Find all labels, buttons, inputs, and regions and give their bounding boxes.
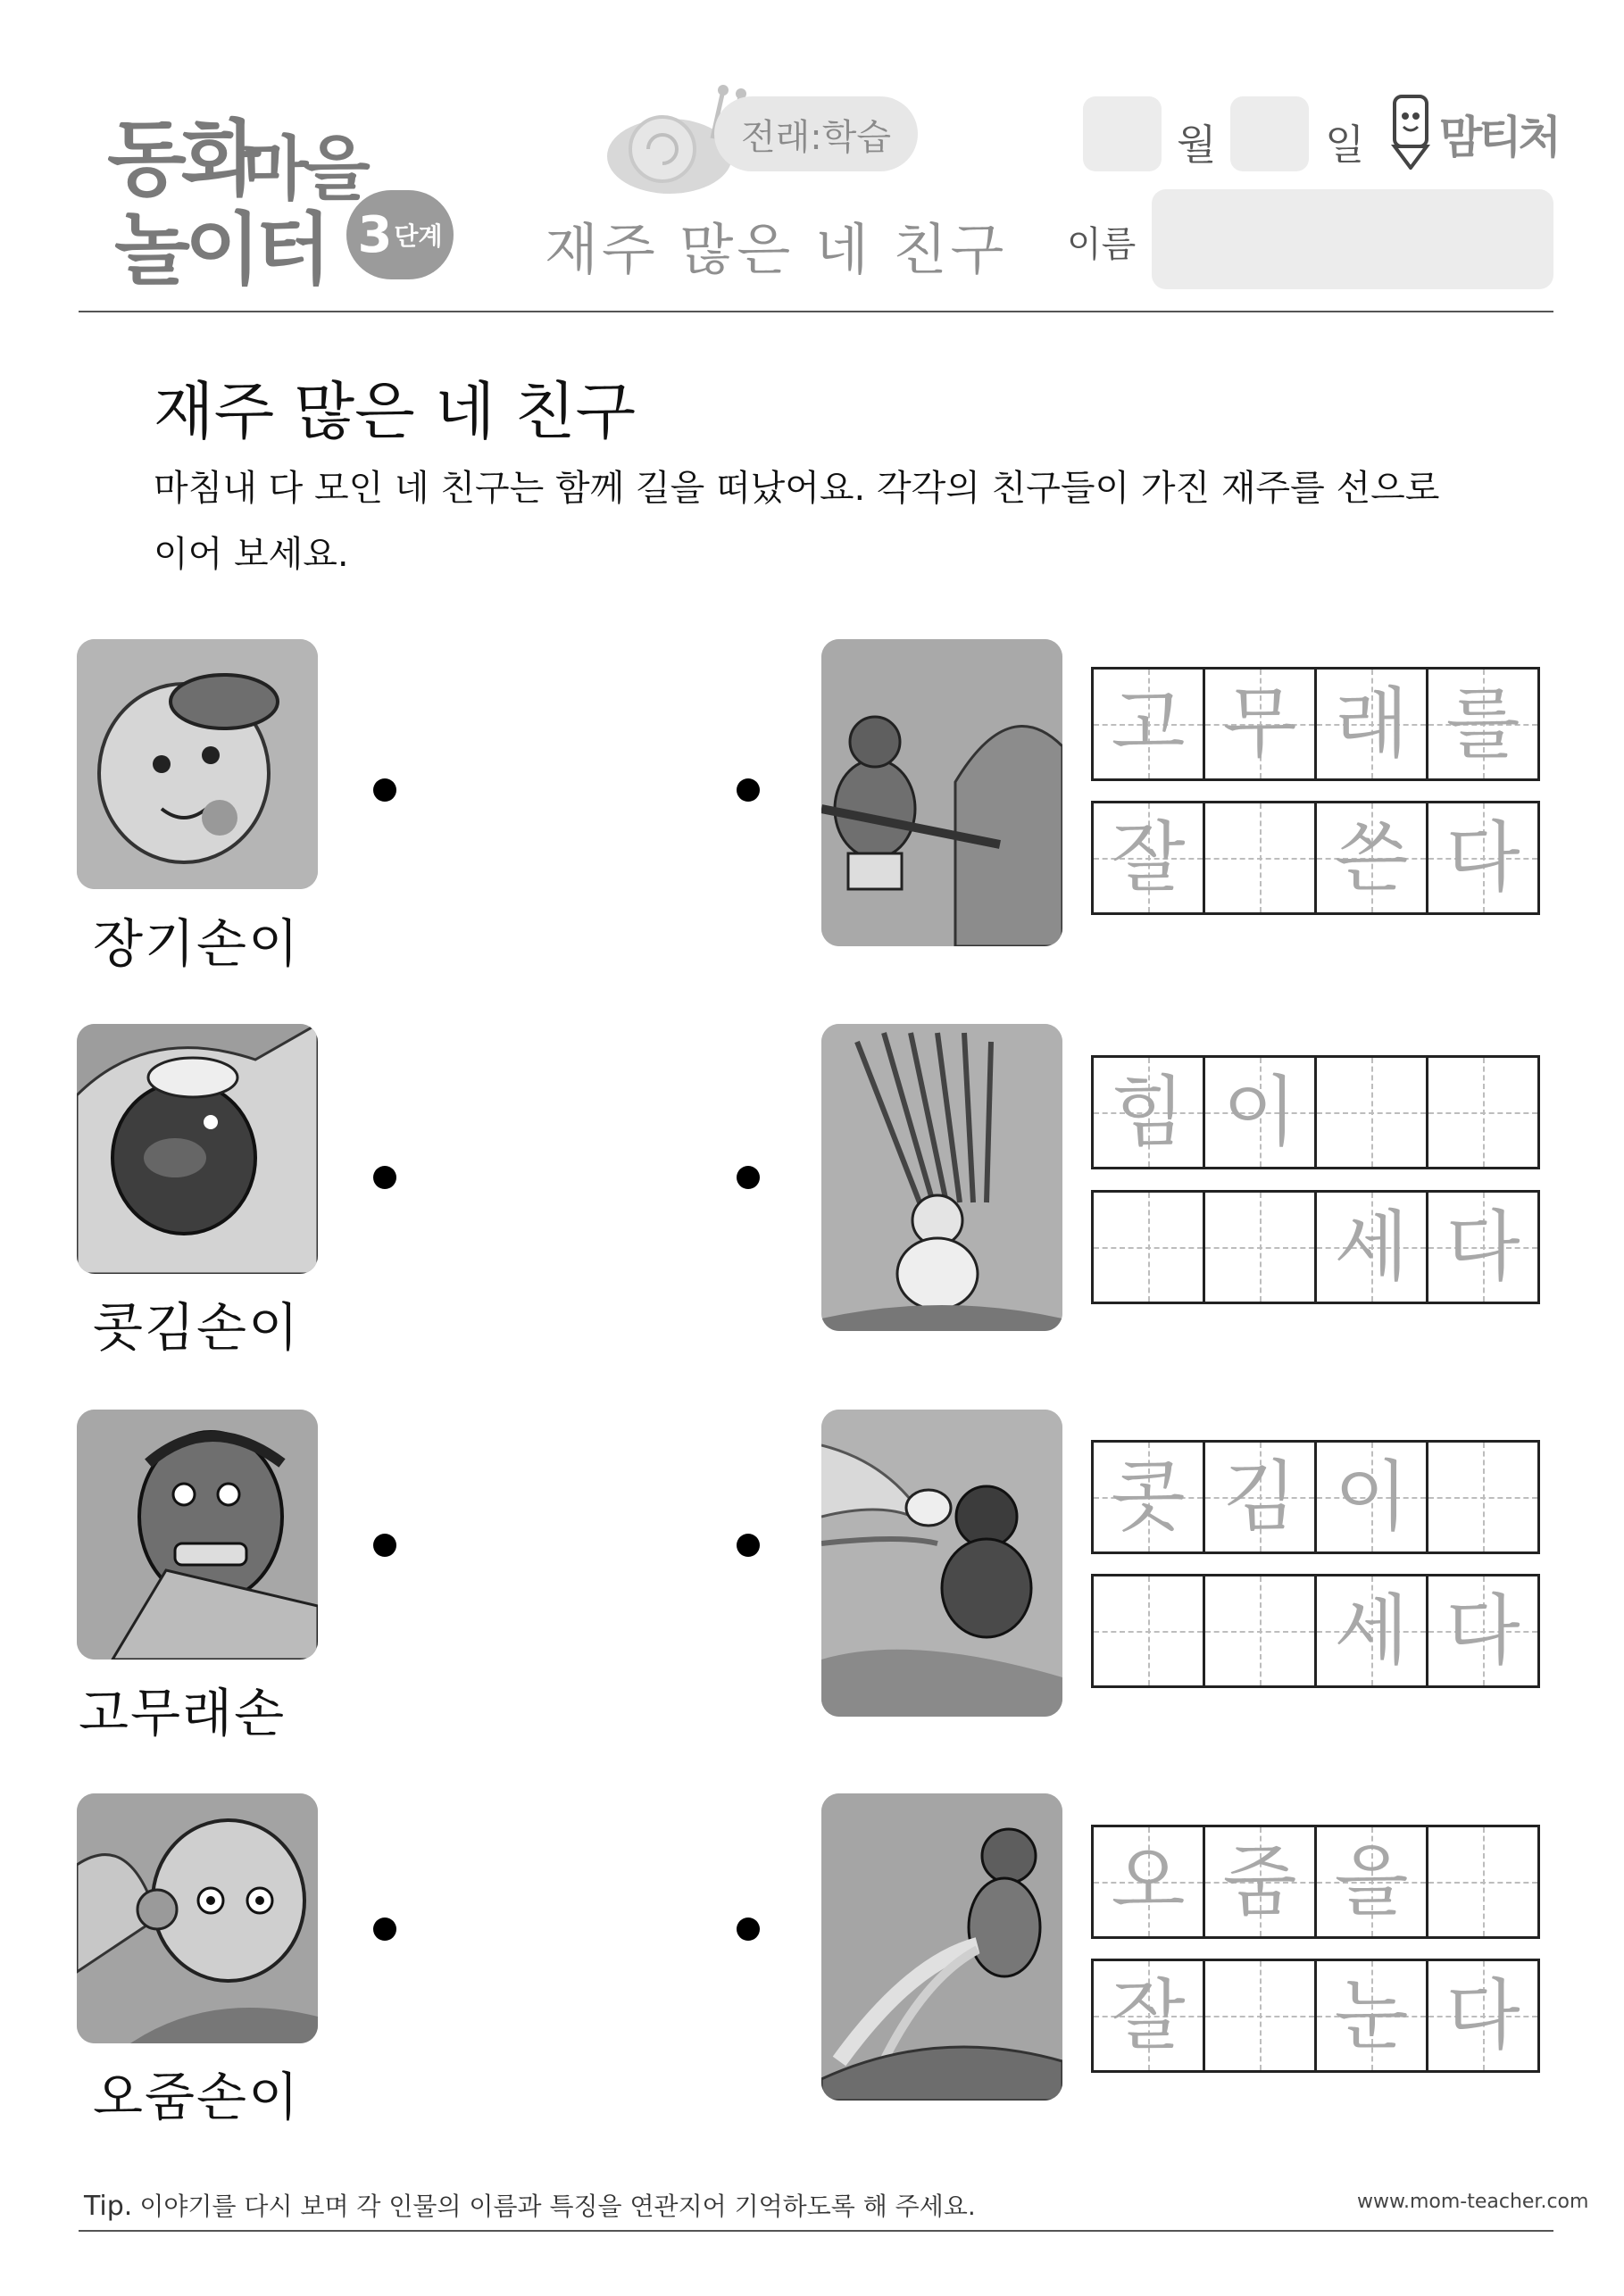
trace-cell[interactable]: 줌 bbox=[1203, 1825, 1317, 1939]
name-label: 이름 bbox=[1067, 224, 1137, 265]
sheet-title: 재주 많은 네 친구 bbox=[545, 217, 1008, 282]
trace-cell[interactable]: 세 bbox=[1314, 1190, 1428, 1304]
trace-cell[interactable]: 이 bbox=[1314, 1440, 1428, 1554]
trace-cell[interactable]: 잘 bbox=[1091, 801, 1205, 915]
trace-grid-1-bottom bbox=[1091, 801, 1540, 915]
trace-grid-3-top bbox=[1091, 1440, 1540, 1554]
footer-divider bbox=[79, 2230, 1553, 2232]
trace-cell[interactable]: 래 bbox=[1314, 667, 1428, 781]
character-picture-3 bbox=[77, 1410, 318, 1660]
character-name-3: 고무래손 bbox=[79, 1683, 287, 1743]
app-logo bbox=[107, 94, 464, 299]
trace-grid-1-top bbox=[1091, 667, 1540, 781]
right-connect-dot-4[interactable] bbox=[737, 1917, 760, 1941]
left-connect-dot-3[interactable] bbox=[373, 1534, 396, 1557]
trace-grid-3-bottom bbox=[1091, 1574, 1540, 1688]
logo-word-1: 동화 bbox=[107, 112, 255, 207]
trace-grid-4-top bbox=[1091, 1825, 1540, 1939]
character-picture-4 bbox=[77, 1793, 318, 2043]
right-connect-dot-2[interactable] bbox=[737, 1166, 760, 1189]
character-picture-2 bbox=[77, 1024, 318, 1274]
name-input-box[interactable] bbox=[1152, 189, 1553, 289]
trace-grid-2-bottom bbox=[1091, 1190, 1540, 1304]
instruction-line-2: 이어 보세요. bbox=[154, 534, 349, 575]
scene-picture-4 bbox=[821, 1793, 1062, 2101]
trace-cell[interactable] bbox=[1203, 1574, 1317, 1688]
trace-cell[interactable] bbox=[1203, 1959, 1317, 2073]
scene-picture-1 bbox=[821, 639, 1062, 946]
right-connect-dot-3[interactable] bbox=[737, 1534, 760, 1557]
tip-body: 이야기를 다시 보며 각 인물의 이름과 특징을 연관지어 기억하도록 해 주세요. bbox=[139, 2192, 976, 2221]
trace-cell[interactable]: 다 bbox=[1426, 801, 1540, 915]
trace-cell[interactable] bbox=[1091, 1190, 1205, 1304]
trace-cell[interactable]: 이 bbox=[1203, 1055, 1317, 1169]
trace-cell[interactable]: 김 bbox=[1203, 1440, 1317, 1554]
trace-cell[interactable]: 콧 bbox=[1091, 1440, 1205, 1554]
trace-cell[interactable]: 힘 bbox=[1091, 1055, 1205, 1169]
scene-picture-2 bbox=[821, 1024, 1062, 1331]
trace-cell[interactable]: 눈 bbox=[1314, 1959, 1428, 2073]
character-name-1: 장기손이 bbox=[93, 913, 301, 974]
trace-cell[interactable]: 다 bbox=[1426, 1190, 1540, 1304]
left-connect-dot-4[interactable] bbox=[373, 1917, 396, 1941]
pencil-mascot-icon bbox=[1386, 89, 1436, 170]
trace-cell[interactable] bbox=[1314, 1055, 1428, 1169]
trace-cell[interactable]: 를 bbox=[1426, 667, 1540, 781]
instruction-line-1: 마침내 다 모인 네 친구는 함께 길을 떠났어요. 각각의 친구들이 가진 재주를 선으로 bbox=[154, 468, 1440, 509]
month-input-box[interactable] bbox=[1083, 96, 1162, 171]
trace-cell[interactable]: 오 bbox=[1091, 1825, 1205, 1939]
trace-cell[interactable]: 고 bbox=[1091, 667, 1205, 781]
stage-text: 단계 bbox=[394, 221, 443, 251]
trace-cell[interactable] bbox=[1426, 1440, 1540, 1554]
trace-cell[interactable]: 무 bbox=[1203, 667, 1317, 781]
day-input-box[interactable] bbox=[1230, 96, 1309, 171]
trace-grid-2-top bbox=[1091, 1055, 1540, 1169]
logo-word-3: 놀이터 bbox=[114, 204, 327, 295]
trace-cell[interactable]: 다 bbox=[1426, 1959, 1540, 2073]
left-connect-dot-2[interactable] bbox=[373, 1166, 396, 1189]
website-link[interactable]: www.mom-teacher.com bbox=[1357, 2191, 1589, 2213]
month-label: 월 bbox=[1177, 121, 1217, 169]
day-label: 일 bbox=[1325, 121, 1365, 169]
character-picture-1 bbox=[77, 639, 318, 889]
character-name-2: 콧김손이 bbox=[93, 1297, 301, 1358]
left-connect-dot-1[interactable] bbox=[373, 778, 396, 802]
right-connect-dot-1[interactable] bbox=[737, 778, 760, 802]
category-badge: 전래:학습 bbox=[714, 96, 918, 171]
header-divider bbox=[79, 311, 1553, 312]
scene-picture-3 bbox=[821, 1410, 1062, 1717]
trace-grid-4-bottom bbox=[1091, 1959, 1540, 2073]
trace-cell[interactable]: 쓴 bbox=[1314, 801, 1428, 915]
trace-cell[interactable] bbox=[1426, 1055, 1540, 1169]
logo-word-2: 마을 bbox=[241, 129, 365, 210]
page-title: 재주 많은 네 친구 bbox=[154, 375, 637, 448]
brand-logo: 맘티처 bbox=[1439, 112, 1558, 163]
stage-number: 3 bbox=[357, 205, 393, 264]
trace-cell[interactable] bbox=[1203, 1190, 1317, 1304]
tip-label: Tip. bbox=[84, 2191, 133, 2222]
stage-badge bbox=[346, 190, 454, 279]
trace-cell[interactable] bbox=[1203, 801, 1317, 915]
trace-cell[interactable]: 세 bbox=[1314, 1574, 1428, 1688]
trace-cell[interactable] bbox=[1426, 1825, 1540, 1939]
trace-cell[interactable] bbox=[1091, 1574, 1205, 1688]
trace-cell[interactable]: 잘 bbox=[1091, 1959, 1205, 2073]
tip-text bbox=[84, 2187, 976, 2223]
trace-cell[interactable]: 다 bbox=[1426, 1574, 1540, 1688]
trace-cell[interactable]: 을 bbox=[1314, 1825, 1428, 1939]
character-name-4: 오줌손이 bbox=[93, 2067, 301, 2127]
